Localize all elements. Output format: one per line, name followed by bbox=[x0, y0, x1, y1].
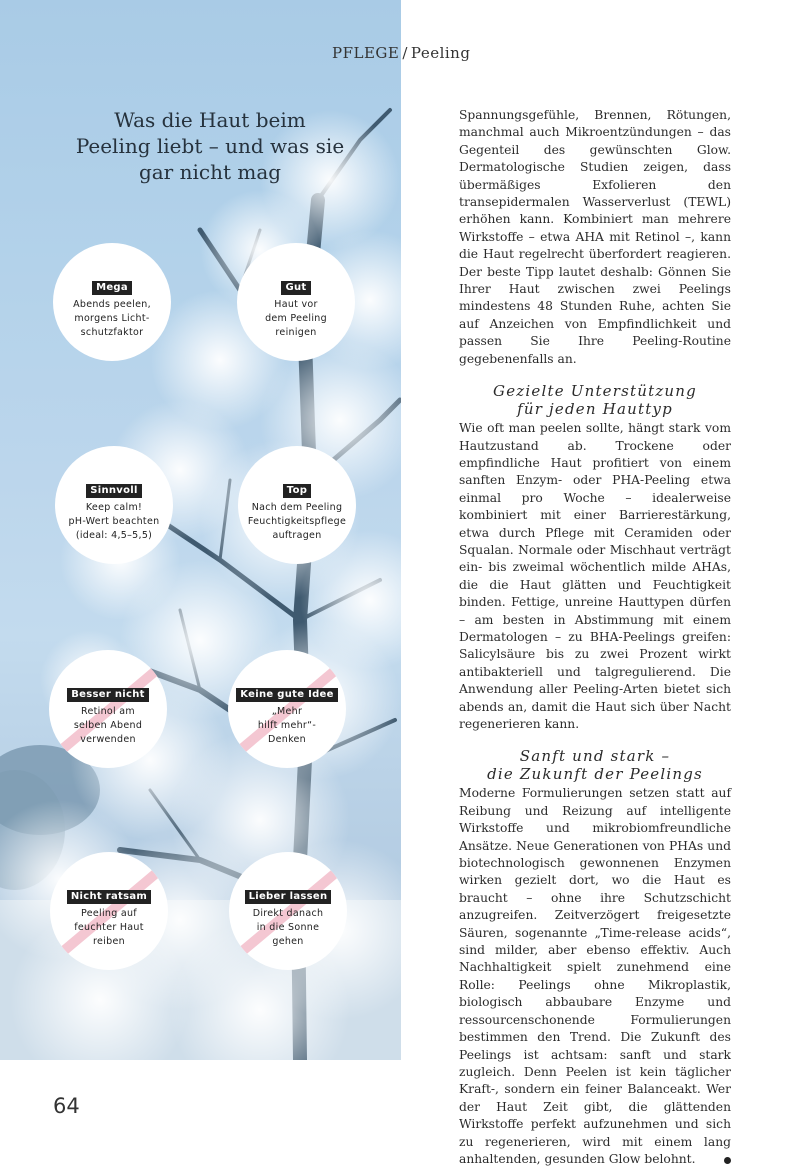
end-mark-icon bbox=[724, 1157, 731, 1164]
tip-circle-top bbox=[238, 446, 356, 564]
tip-text: Nach dem Peeling Feuchtigkeitspflege auftragen bbox=[247, 502, 347, 541]
tip-circle-nicht-ratsam bbox=[50, 852, 168, 970]
tip-text: Retinol am selben Abend verwenden bbox=[73, 706, 143, 745]
tip-circle-gut bbox=[237, 243, 355, 361]
tip-tag: Nicht ratsam bbox=[67, 890, 151, 904]
panel-title-line: gar nicht mag bbox=[138, 160, 282, 184]
tip-tag: Besser nicht bbox=[67, 688, 148, 702]
tip-text: „Mehr hilft mehr“- Denken bbox=[257, 706, 317, 745]
article-intro: Spannungsgefühle, Brennen, Rötungen, manchmal auch Mikroentzündungen – das Gegenteil des gewünschten Glow. Dermatologische Studien zeigen, dass übermäßiges Exfolieren den transepidermalen Wasserverlust (TEWL) erhöhen kann. Kombiniert man mehrere Wirkstoffe – etwa AHA mit Retinol –, kann die Haut regelrecht überfordert reagieren. Der beste Tipp lautet deshalb: Gönnen Sie Ihrer Haut zwischen zwei Peelings mindestens 48 Stunden Ruhe, achten Sie auf Anzeichen von Empfindlichkeit und passen Sie Ihre Peeling-Routine gegebenenfalls an. bbox=[459, 108, 731, 366]
panel-title-line: Was die Haut beim bbox=[114, 108, 306, 132]
tip-text: Peeling auf feuchter Haut reiben bbox=[74, 908, 144, 947]
tip-text: Keep calm! pH-Wert beachten (ideal: 4,5–5,5) bbox=[68, 502, 160, 541]
section-topic: Peeling bbox=[410, 44, 471, 62]
tip-tag: Top bbox=[283, 484, 311, 498]
panel-title-line: Peeling liebt – und was sie bbox=[75, 134, 345, 158]
tip-text: Haut vor dem Peeling reinigen bbox=[265, 299, 327, 338]
tip-tag: Keine gute Idee bbox=[236, 688, 337, 702]
section-heading: Gezielte Unterstützung für jeden Hauttyp bbox=[493, 382, 697, 419]
section-body: Moderne Formulierungen setzen statt auf Reibung und Reizung auf intelligente Wirkstoffe und mikrobiomfreundliche Ansätze. Neue Generationen von PHAs und biotechnologisch gewonnenen Enzymen wirken gezielt dort, wo die Haut es braucht – ohne ihre Schutzschicht anzugreifen. Zeitverzögert freigesetzte Säuren, sogenannte „Time-release acids“, sind milder, aber ebenso effektiv. Auch Nachhaltigkeit spielt zunehmend eine Rolle: Peelings ohne Mikroplastik, biologisch abbaubare Enzyme und ressourcenschonende Formulierungen bestimmen den Trend. Die Zukunft des Peelings ist achtsam: sanft und stark zugleich. Denn Peelen ist kein täglicher Kraft-, sondern ein feiner Balanceakt. Wer der Haut Zeit gibt, die glättenden Wirkstoffe perfekt aufzunehmen und sich zu regenerieren, wird mit einem lang anhaltenden, gesunden Glow belohnt. bbox=[459, 786, 731, 1166]
tip-circle-keine-gute-idee bbox=[228, 650, 346, 768]
tip-circle-besser-nicht bbox=[49, 650, 167, 768]
section-body: Wie oft man peelen sollte, hängt stark vom Hautzustand ab. Trockene oder empfindliche Haut profitiert von einem sanften Enzym- oder PHA-Peeling etwa einmal pro Woche – idealerweise kombiniert mit einer Barrierestärkung, etwa durch Pflege mit Ceramiden oder Squalan. Normale oder Mischhaut verträgt ein- bis zweimal wöchentlich milde AHAs, die die Haut glätten und Feuchtigkeit binden. Fettige, unreine Hauttypen dürfen – am besten in Abstimmung mit einem Dermatologen – zu BHA-Peelings greifen: Salicylsäure bis zu zwei Prozent wirkt antibakteriell und talgregulierend. Die Anwendung aller Peeling-Arten bietet sich abends an, damit die Haut sich über Nacht regenerieren kann. bbox=[459, 421, 731, 731]
tip-text: Abends peelen, morgens Licht- schutzfaktor bbox=[73, 299, 151, 338]
tip-text: Direkt danach in die Sonne gehen bbox=[252, 908, 324, 947]
article-column bbox=[459, 107, 731, 1168]
tip-circle-sinnvoll bbox=[55, 446, 173, 564]
page-number: 64 bbox=[53, 1094, 80, 1118]
section-name: PFLEGE bbox=[332, 44, 400, 62]
tip-tag: Mega bbox=[92, 281, 132, 295]
tip-circle-lieber-lassen bbox=[229, 852, 347, 970]
section-label bbox=[332, 44, 470, 62]
tip-tag: Gut bbox=[281, 281, 310, 295]
tip-tag: Lieber lassen bbox=[245, 890, 332, 904]
section-heading: Sanft und stark – die Zukunft der Peelings bbox=[487, 747, 703, 784]
panel-title bbox=[40, 107, 380, 185]
tip-tag: Sinnvoll bbox=[86, 484, 142, 498]
section-separator: / bbox=[402, 44, 408, 62]
tip-circle-mega bbox=[53, 243, 171, 361]
